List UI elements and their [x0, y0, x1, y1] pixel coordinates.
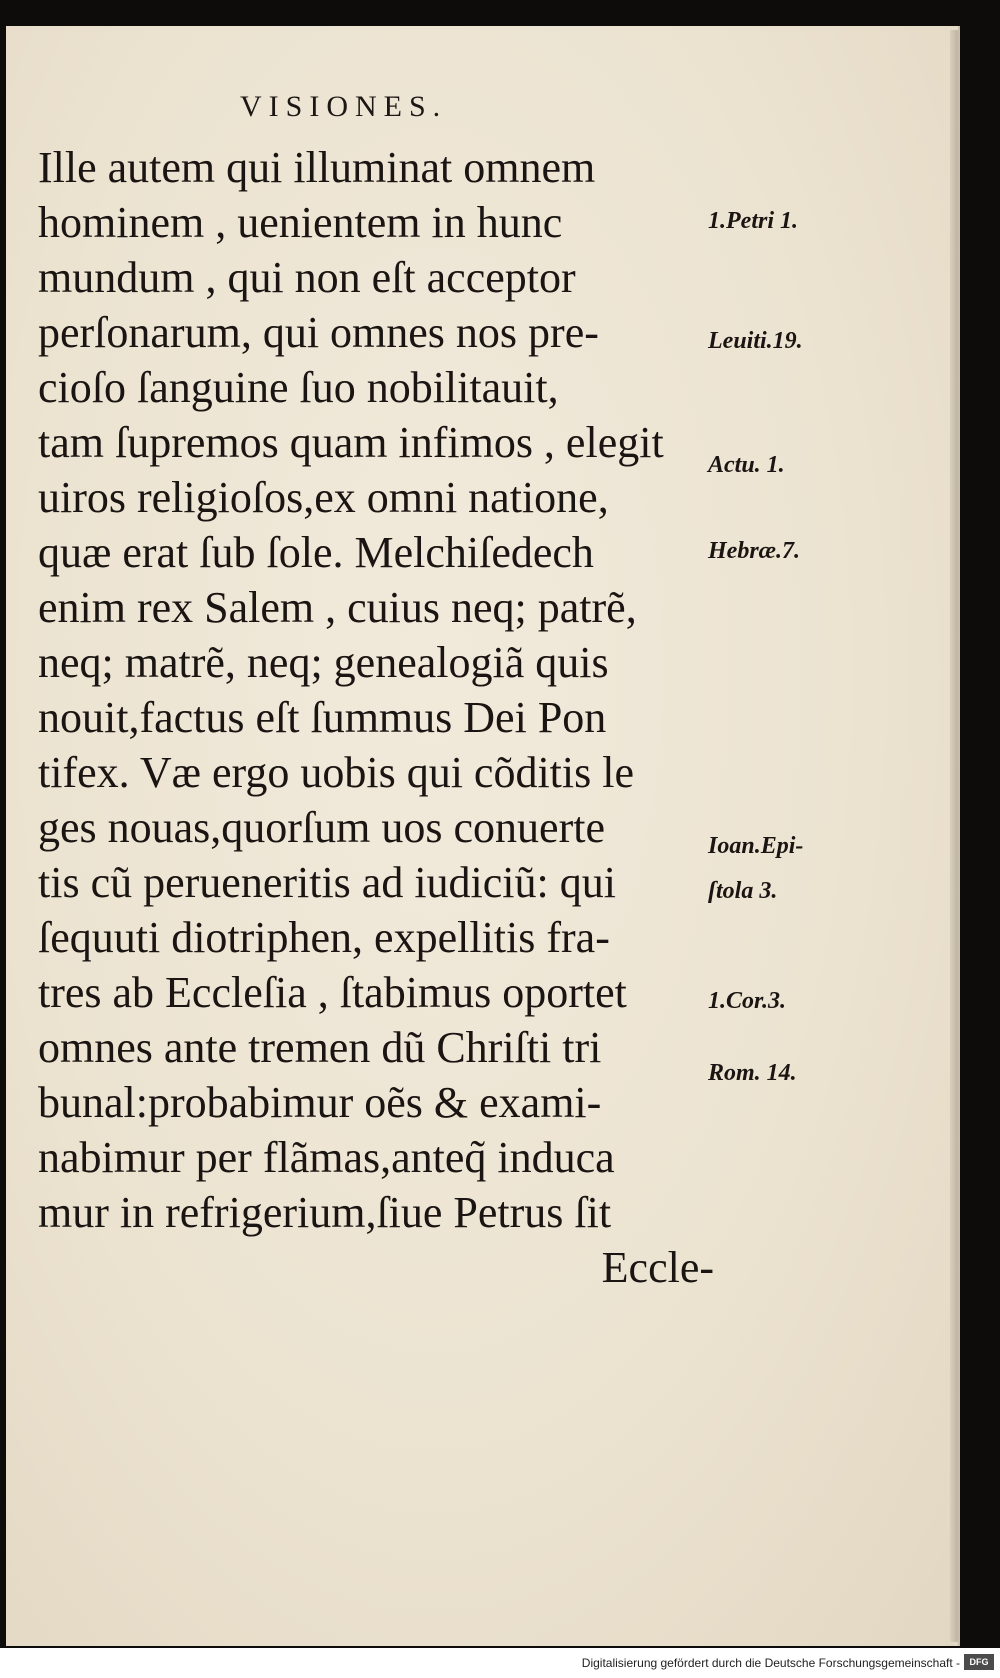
- marginal-note: Rom. 14.: [708, 1060, 797, 1086]
- page-edge: [950, 30, 958, 1642]
- marginal-note: Leuiti.19.: [708, 328, 803, 354]
- text-line: mundum , qui non eſt acceptor: [38, 253, 576, 302]
- text-line: quæ erat ſub ſole. Melchiſedech: [38, 528, 594, 577]
- text-line: enim rex Salem , cuius neq; patrẽ,: [38, 583, 637, 632]
- running-header: VISIONES.: [240, 90, 448, 123]
- digitization-footer: [0, 1648, 1000, 1678]
- marginal-note: Actu. 1.: [708, 452, 785, 478]
- body-text: [38, 140, 718, 1295]
- text-line: uiros religioſos,ex omni natione,: [38, 473, 609, 522]
- marginal-note: ſtola 3.: [708, 878, 778, 904]
- text-line: nouit,factus eſt ſummus Dei Pon: [38, 693, 607, 742]
- marginal-note: Ioan.Epi-: [708, 833, 804, 859]
- text-line: nabimur per flãmas,anteq̃ induca: [38, 1133, 615, 1182]
- text-line: Ille autem qui illuminat omnem: [38, 143, 596, 192]
- text-line: tis cũ perueneritis ad iudiciũ: qui: [38, 858, 616, 907]
- text-line: mur in refrigerium,ſiue Petrus ſit: [38, 1188, 612, 1237]
- text-line: perſonarum, qui omnes nos pre-: [38, 308, 599, 357]
- marginal-note: Hebræ.7.: [708, 538, 800, 564]
- text-line: neq; matrẽ, neq; genealogiã quis: [38, 638, 609, 687]
- text-line: cioſo ſanguine ſuo nobilitauit,: [38, 363, 559, 412]
- text-line: tifex. Væ ergo uobis qui cõditis le: [38, 748, 634, 797]
- funding-credit: Digitalisierung gefördert durch die Deutsche Forschungsgemeinschaft -: [581, 1656, 960, 1670]
- text-line: tres ab Eccleſia , ſtabimus oportet: [38, 968, 627, 1017]
- text-line: omnes ante tremen dũ Chriſti tri: [38, 1023, 602, 1072]
- text-line: hominem , uenientem in hunc: [38, 198, 563, 247]
- catchword: Eccle-: [601, 1243, 714, 1292]
- marginal-note: 1.Petri 1.: [708, 208, 798, 234]
- dfg-logo-icon: DFG: [964, 1654, 994, 1670]
- marginal-note: 1.Cor.3.: [708, 988, 787, 1014]
- text-line: ges nouas,quorſum uos conuerte: [38, 803, 605, 852]
- text-line: bunal:probabimur oẽs & exami-: [38, 1078, 602, 1127]
- text-line: tam ſupremos quam infimos , elegit: [38, 418, 664, 467]
- text-line: ſequuti diotriphen, expellitis fra-: [38, 913, 610, 962]
